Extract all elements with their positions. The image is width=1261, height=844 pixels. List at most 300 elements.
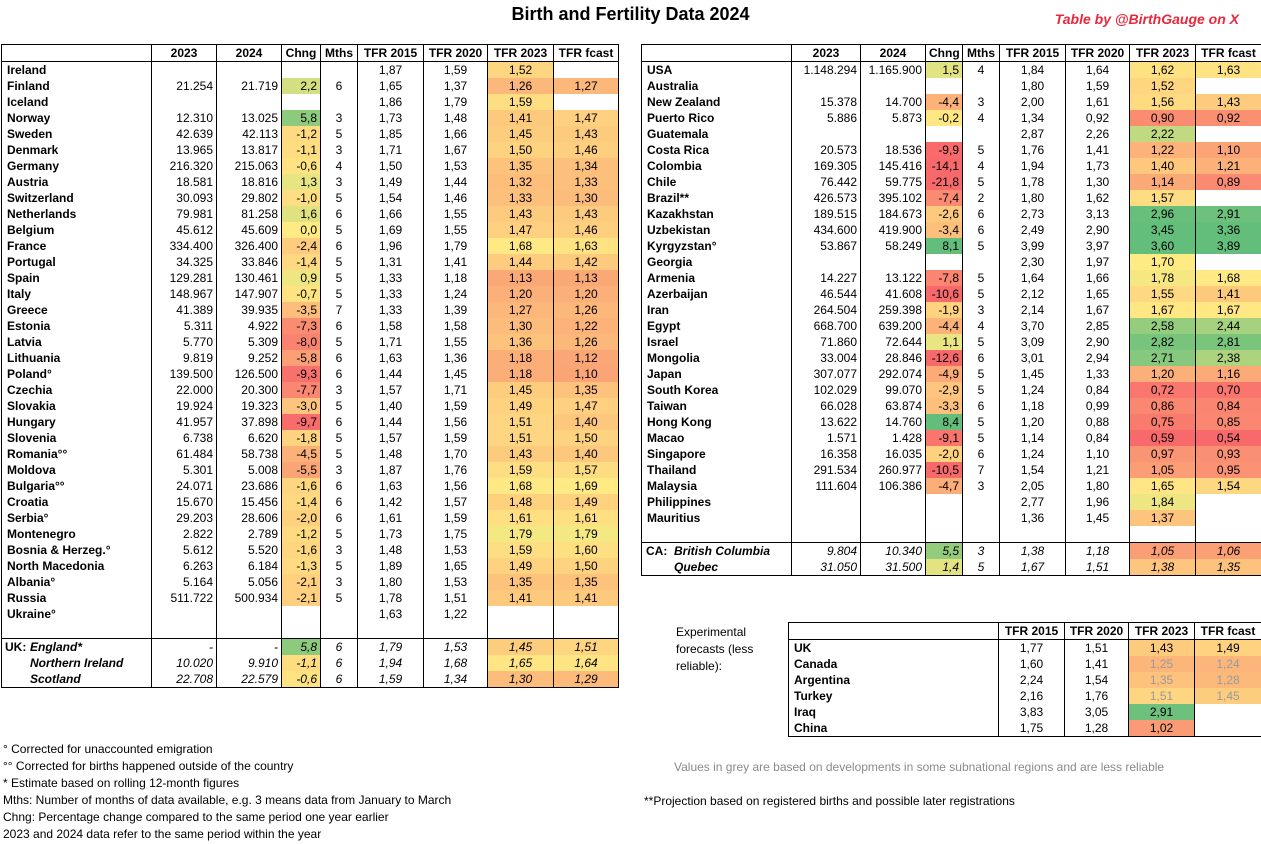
months: 3 [321,542,358,558]
tfr-2015: 1,94 [1000,158,1066,174]
tfr-2023: 1,48 [488,494,554,510]
change-pct: -4,4 [926,318,963,334]
country-name: Azerbaijan [642,286,792,302]
tfr-2020: 1,76 [424,462,488,478]
table-row [2,366,619,382]
months: 5 [963,334,1000,350]
change-pct: -10,6 [926,286,963,302]
births-2024: 41.608 [861,286,926,302]
births-2024: 4.922 [217,318,282,334]
tfr-2023: 0,75 [1130,414,1196,430]
months: 4 [963,110,1000,126]
table-row [642,462,1261,478]
births-2024: 9.252 [217,350,282,366]
table-row [2,462,619,478]
header-row [789,623,1261,640]
country-name: Germany [2,158,152,174]
country-name: Mauritius [642,510,792,526]
months: 5 [963,174,1000,190]
tfr-2020: 1,51 [1066,559,1130,576]
tfr-forecast: 1,16 [1196,366,1261,382]
tfr-2023: 1,13 [488,270,554,286]
tfr-forecast: 1,49 [554,494,619,510]
births-2024: 59.775 [861,174,926,190]
empty-cell [1196,526,1261,542]
tfr-2020: 1,58 [424,318,488,334]
table-row [2,414,619,430]
change-pct: -1,9 [926,302,963,318]
months: 6 [321,671,358,688]
months: 6 [321,478,358,494]
births-2023 [152,606,217,622]
table-row [642,366,1261,382]
tfr-2015: 1,86 [358,94,424,110]
change-pct: -1,1 [282,142,321,158]
column-header: TFR 2015 [358,45,424,62]
tfr-forecast: 1,35 [554,382,619,398]
months: 3 [321,142,358,158]
country-name: Iceland [2,94,152,110]
births-2024 [861,126,926,142]
months: 3 [963,302,1000,318]
births-2024: 5.008 [217,462,282,478]
change-pct: 5,8 [282,110,321,126]
tfr-2023: 1,38 [1130,559,1196,576]
tfr-2015: 1,33 [358,286,424,302]
tfr-2023: 1,84 [1130,494,1196,510]
births-2023: 9.819 [152,350,217,366]
country-name: Kyrgyzstan° [642,238,792,254]
header-row [642,45,1261,62]
tfr-2020: 1,76 [1065,688,1129,704]
births-2023: 18.581 [152,174,217,190]
tfr-2023: 1,20 [1130,366,1196,382]
column-header: TFR 2023 [488,45,554,62]
table-row [642,302,1261,318]
table-row [2,526,619,542]
country-name: Ukraine° [2,606,152,622]
change-pct: -8,0 [282,334,321,350]
tfr-2020: 1,21 [1066,462,1130,478]
births-2024 [861,254,926,270]
tfr-2023: 1,50 [488,142,554,158]
tfr-forecast: 1,26 [554,334,619,350]
tfr-forecast: 1,26 [554,302,619,318]
change-pct: -0,6 [282,671,321,688]
table-row [642,286,1261,302]
months: 6 [963,446,1000,462]
months: 3 [321,110,358,126]
tfr-forecast: 1,61 [554,510,619,526]
tfr-2015: 2,00 [1000,94,1066,110]
table-row [642,478,1261,494]
change-pct: 0,9 [282,270,321,286]
tfr-2020: 1,68 [424,655,488,671]
tfr-2015: 1,71 [358,142,424,158]
column-header [2,45,152,62]
tfr-2023: 1,41 [488,110,554,126]
tfr-forecast: 1,34 [554,158,619,174]
tfr-2015: 1,36 [1000,510,1066,526]
births-2023: 45.612 [152,222,217,238]
country-name: Portugal [2,254,152,270]
tfr-2023: 1,35 [488,574,554,590]
births-2023: 24.071 [152,478,217,494]
tfr-2023: 2,71 [1130,350,1196,366]
months: 4 [963,62,1000,79]
empty-cell [963,526,1000,542]
country-name: UK [789,640,999,657]
tfr-2020: 1,28 [1065,720,1129,737]
tfr-forecast: 1,51 [554,638,619,655]
tfr-2020: 1,55 [424,334,488,350]
table-row [642,206,1261,222]
tfr-2015: 1,80 [1000,190,1066,206]
tfr-2023: 1,35 [1129,672,1195,688]
table-row [789,656,1261,672]
country-name: Italy [2,286,152,302]
tfr-2020: 1,62 [1066,190,1130,206]
column-header: TFR fcast [1196,45,1261,62]
table-row [642,430,1261,446]
table-row [642,350,1261,366]
births-2024: 126.500 [217,366,282,382]
change-pct: -1,6 [282,478,321,494]
tfr-2023: 1,40 [1130,158,1196,174]
tfr-forecast: 0,93 [1196,446,1261,462]
tfr-2020: 2,90 [1066,222,1130,238]
tfr-forecast: 1,10 [554,366,619,382]
tfr-2015: 1,79 [358,638,424,655]
tfr-forecast: 1,22 [554,318,619,334]
births-2023: 264.504 [792,302,861,318]
tfr-2020: 1,79 [424,94,488,110]
column-header: TFR 2023 [1130,45,1196,62]
births-2023: 139.500 [152,366,217,382]
tfr-2020: 1,10 [1066,446,1130,462]
tfr-2023: 0,90 [1130,110,1196,126]
change-pct: -3,5 [282,302,321,318]
table-row [642,110,1261,126]
tfr-2020: 2,26 [1066,126,1130,142]
tfr-2020: 3,97 [1066,238,1130,254]
tfr-forecast: 1,63 [1196,62,1261,79]
births-2024: 184.673 [861,206,926,222]
months: 4 [321,158,358,174]
tfr-2015: 1,64 [1000,270,1066,286]
tfr-2020: 1,73 [1066,158,1130,174]
tfr-2020: 1,55 [424,206,488,222]
tfr-2020: 1,45 [424,366,488,382]
tfr-forecast: 1,12 [554,350,619,366]
births-2024: 9.910 [217,655,282,671]
months [321,62,358,79]
table-row [789,720,1261,737]
tfr-2020: 0,88 [1066,414,1130,430]
months: 5 [321,334,358,350]
tfr-2023: 1,49 [488,398,554,414]
tfr-2023: 1,22 [1130,142,1196,158]
tfr-2023: 2,96 [1130,206,1196,222]
credit-label: Table by @BirthGauge on X [1054,11,1239,27]
births-2024: 14.700 [861,94,926,110]
tfr-2020: 1,75 [424,526,488,542]
tfr-2023: 1,32 [488,174,554,190]
column-header: TFR 2020 [1066,45,1130,62]
births-2023: 1.571 [792,430,861,446]
months: 5 [321,398,358,414]
tfr-2023: 1,68 [488,238,554,254]
tfr-2015: 1,96 [358,238,424,254]
tfr-2015: 1,73 [358,110,424,126]
tfr-2020: 1,59 [424,430,488,446]
tfr-2023: 0,59 [1130,430,1196,446]
country-name: Singapore [642,446,792,462]
tfr-2015: 1,61 [358,510,424,526]
change-pct: -1,6 [282,542,321,558]
tfr-2023: 1,49 [488,558,554,574]
change-pct: 1,3 [282,174,321,190]
tfr-2023: 1,56 [1130,94,1196,110]
change-pct: -0,2 [926,110,963,126]
months: 5 [963,430,1000,446]
months: 7 [963,462,1000,478]
tfr-forecast: 1,06 [1196,542,1261,559]
births-2024: 58.738 [217,446,282,462]
tfr-2023: 1,05 [1130,462,1196,478]
change-pct: -9,9 [926,142,963,158]
tfr-2015: 1,71 [358,334,424,350]
footnote-line: Mths: Number of months of data available, e.g. 3 means data from January to March [3,793,452,807]
births-2024: 13.025 [217,110,282,126]
births-2023: 426.573 [792,190,861,206]
months: 5 [963,238,1000,254]
change-pct: -10,5 [926,462,963,478]
tfr-2023: 1,33 [488,190,554,206]
months [321,94,358,110]
tfr-forecast: 1,41 [554,590,619,606]
tfr-2015: 1,18 [1000,398,1066,414]
empty-cell [1066,526,1130,542]
table-row [789,640,1261,657]
column-header: TFR 2020 [424,45,488,62]
change-pct: 1,4 [926,559,963,576]
tfr-2020: 1,39 [424,302,488,318]
tfr-forecast: 1,27 [554,78,619,94]
tfr-2020: 0,92 [1066,110,1130,126]
column-header: TFR fcast [1195,623,1261,640]
country-name: UK: England* [2,638,152,655]
births-2023 [152,62,217,79]
births-2024: 45.609 [217,222,282,238]
births-2024: 20.300 [217,382,282,398]
tfr-2015: 1,24 [1000,382,1066,398]
tfr-2020: 1,41 [424,254,488,270]
months: 5 [321,286,358,302]
change-pct: -4,5 [282,446,321,462]
change-pct: -12,6 [926,350,963,366]
tfr-forecast: 1,40 [554,446,619,462]
months [321,606,358,622]
country-name: Czechia [2,382,152,398]
tfr-2015: 1,54 [1000,462,1066,478]
tfr-2020: 1,65 [1066,286,1130,302]
change-pct: -1,4 [282,254,321,270]
births-2024: 215.063 [217,158,282,174]
ca-label: CA: [646,543,668,558]
births-2024: 5.520 [217,542,282,558]
births-2023: 15.378 [792,94,861,110]
tfr-2023: 1,52 [488,62,554,79]
country-name: Norway [2,110,152,126]
table-row [2,558,619,574]
tfr-forecast: 1,49 [1195,640,1261,657]
tfr-2020: 1,70 [424,446,488,462]
change-pct [282,606,321,622]
empty-cell [488,622,554,638]
tfr-2015: 1,34 [1000,110,1066,126]
months: 5 [963,559,1000,576]
tfr-2023: 1,05 [1130,542,1196,559]
table-row [2,126,619,142]
months: 5 [321,190,358,206]
country-name: Belgium [2,222,152,238]
country-name: Montenegro [2,526,152,542]
change-pct: -1,3 [282,558,321,574]
country-name: Armenia [642,270,792,286]
tfr-2020: 2,85 [1066,318,1130,334]
tfr-forecast [1196,190,1261,206]
months: 5 [963,414,1000,430]
tfr-2020: 1,79 [424,238,488,254]
tfr-forecast [554,606,619,622]
tfr-2023: 1,59 [488,542,554,558]
births-2024: 16.035 [861,446,926,462]
months: 6 [321,206,358,222]
tfr-2023: 1,65 [488,655,554,671]
country-name: Brazil** [642,190,792,206]
tfr-2020: 1,53 [424,542,488,558]
country-name: Romania°° [2,446,152,462]
births-2024: 130.461 [217,270,282,286]
table-row [2,382,619,398]
column-header: 2024 [217,45,282,62]
table-row [2,574,619,590]
table-row [2,446,619,462]
table-row [2,78,619,94]
empty-cell [217,622,282,638]
tfr-forecast: 1,41 [1196,286,1261,302]
tfr-2023: 1,45 [488,126,554,142]
months: 7 [321,302,358,318]
months: 3 [321,462,358,478]
tfr-2015: 1,63 [358,478,424,494]
tfr-2015: 1,44 [358,366,424,382]
tfr-forecast [1195,720,1261,737]
births-2023: 71.860 [792,334,861,350]
births-2023: 33.004 [792,350,861,366]
tfr-2015: 1,45 [1000,366,1066,382]
table-row [2,350,619,366]
country-name: Slovakia [2,398,152,414]
table-row [642,559,1261,576]
country-name: Ireland [2,62,152,79]
country-name: Spain [2,270,152,286]
tfr-2020: 1,56 [424,414,488,430]
tfr-2023: 1,26 [488,78,554,94]
column-header: TFR 2020 [1065,623,1129,640]
tfr-2015: 1,66 [358,206,424,222]
births-2024: 37.898 [217,414,282,430]
country-name: Canada [789,656,999,672]
births-2023: 31.050 [792,559,861,576]
tfr-2020: 1,36 [424,350,488,366]
births-2024: 19.323 [217,398,282,414]
change-pct: -2,4 [282,238,321,254]
country-name: Israel [642,334,792,350]
tfr-2023: 1,57 [1130,190,1196,206]
tfr-2020: 1,67 [424,142,488,158]
header-row [2,45,619,62]
change-pct [282,94,321,110]
tfr-2015: 1,63 [358,350,424,366]
country-name: Hungary [2,414,152,430]
births-2024: 99.070 [861,382,926,398]
tfr-2020: 1,34 [424,671,488,688]
births-2023: 307.077 [792,366,861,382]
tfr-forecast [1196,254,1261,270]
country-name: Sweden [2,126,152,142]
tfr-2020: 1,57 [424,494,488,510]
births-2023: 6.263 [152,558,217,574]
change-pct: -1,2 [282,526,321,542]
births-2023: 1.148.294 [792,62,861,79]
tfr-forecast: 2,38 [1196,350,1261,366]
months: 5 [321,526,358,542]
births-2023 [792,126,861,142]
tfr-forecast [1196,510,1261,526]
births-2024: 6.184 [217,558,282,574]
tfr-2020: 1,64 [1066,62,1130,79]
months: 3 [321,174,358,190]
column-header: Mths [963,45,1000,62]
tfr-forecast: 1,30 [554,190,619,206]
tfr-forecast: 0,70 [1196,382,1261,398]
table-row [642,78,1261,94]
tfr-2020: 1,51 [1065,640,1129,657]
births-2023: 13.622 [792,414,861,430]
tfr-forecast [1195,704,1261,720]
tfr-2015: 1,84 [1000,62,1066,79]
months: 6 [321,350,358,366]
tfr-2023: 1,45 [488,382,554,398]
table-row [642,190,1261,206]
country-name: Costa Rica [642,142,792,158]
tfr-2015: 1,57 [358,382,424,398]
births-2023 [792,78,861,94]
country-name: Colombia [642,158,792,174]
births-2023: 10.020 [152,655,217,671]
births-2024 [217,94,282,110]
tfr-2020: 3,13 [1066,206,1130,222]
tfr-2023: 1,62 [1130,62,1196,79]
country-name: Slovenia [2,430,152,446]
tfr-2023 [488,606,554,622]
country-name: North Macedonia [2,558,152,574]
change-pct: 1,6 [282,206,321,222]
tfr-2020: 1,22 [424,606,488,622]
tfr-forecast: 1,54 [1196,478,1261,494]
